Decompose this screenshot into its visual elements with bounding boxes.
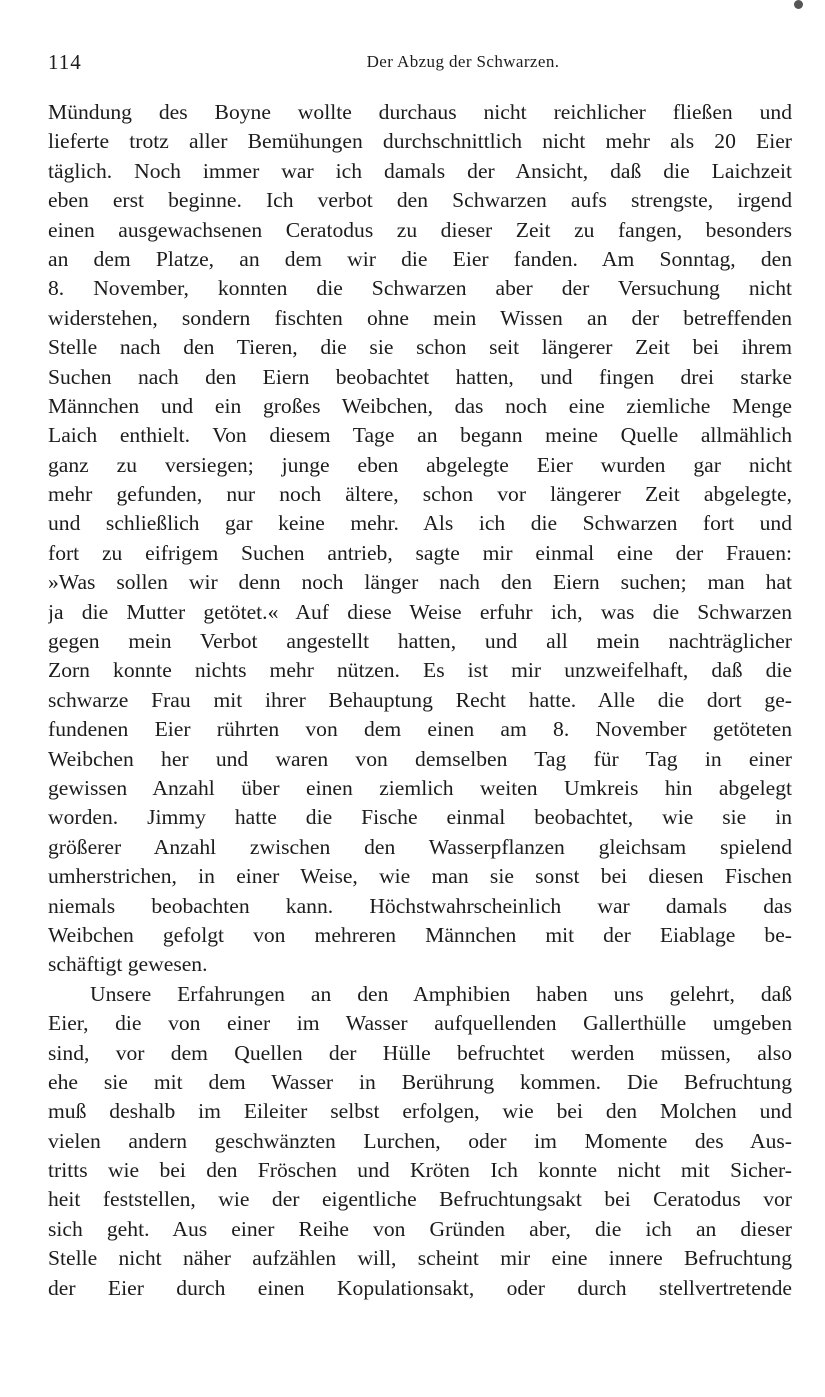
text-line: gegen mein Verbot angestellt hatten, und all mein nachträglicher <box>48 629 792 654</box>
text-line: ganz zu versiegen; junge eben abgelegte Eier wurden gar nicht <box>48 452 792 477</box>
paragraph-2 <box>48 980 792 1303</box>
text-line: eben erst beginne. Ich verbot den Schwarzen aufs strengste, irgend <box>48 188 792 213</box>
running-head: Der Abzug der Schwarzen. <box>366 52 560 71</box>
text-line: schäftigt gewesen. <box>48 952 208 977</box>
page-header <box>48 50 792 78</box>
text-line: lieferte trotz aller Bemühungen durchschnittlich nicht mehr als 20 Eier <box>48 129 792 154</box>
text-line: vielen andern geschwänzten Lurchen, oder im Momente des Aus- <box>48 1128 792 1153</box>
ink-speck <box>794 0 803 9</box>
text-line: und schließlich gar keine mehr. Als ich die Schwarzen fort und <box>48 511 792 536</box>
body-text <box>48 98 792 1303</box>
text-line: Unsere Erfahrungen an den Amphibien haben uns gelehrt, daß <box>90 981 792 1006</box>
page-number: 114 <box>48 50 82 74</box>
text-line: Stelle nach den Tieren, die sie schon seit längerer Zeit bei ihrem <box>48 335 792 360</box>
text-line: Zorn konnte nichts mehr nützen. Es ist mir unzweifelhaft, daß die <box>48 658 792 683</box>
text-line: sind, vor dem Quellen der Hülle befruchtet werden müssen, also <box>48 1040 792 1065</box>
text-line: einen ausgewachsenen Ceratodus zu dieser Zeit zu fangen, besonders <box>48 217 792 242</box>
paragraph-1 <box>48 98 792 980</box>
text-line: Suchen nach den Eiern beobachtet hatten, und fingen drei starke <box>48 364 792 389</box>
text-line: Männchen und ein großes Weibchen, das noch eine ziemliche Menge <box>48 393 792 418</box>
text-line: Eier, die von einer im Wasser aufquellenden Gallerthülle umgeben <box>48 1011 792 1036</box>
text-line: worden. Jimmy hatte die Fische einmal beobachtet, wie sie in <box>48 805 792 830</box>
text-line: Laich enthielt. Von diesem Tage an begann meine Quelle allmählich <box>48 423 792 448</box>
text-line: muß deshalb im Eileiter selbst erfolgen, wie bei den Molchen und <box>48 1099 792 1124</box>
text-line: widerstehen, sondern fischten ohne mein Wissen an der betreffenden <box>48 305 792 330</box>
text-line: umherstrichen, in einer Weise, wie man sie sonst bei diesen Fischen <box>48 864 792 889</box>
text-line: tritts wie bei den Fröschen und Kröten Ich konnte nicht mit Sicher- <box>48 1158 792 1183</box>
text-line: fundenen Eier rührten von dem einen am 8. November getöteten <box>48 717 792 742</box>
text-line: Weibchen gefolgt von mehreren Männchen mit der Eiablage be- <box>48 922 792 947</box>
text-line: Weibchen her und waren von demselben Tag für Tag in einer <box>48 746 792 771</box>
text-line: schwarze Frau mit ihrer Behauptung Recht hatte. Alle die dort ge- <box>48 687 792 712</box>
text-line: gewissen Anzahl über einen ziemlich weiten Umkreis hin abgelegt <box>48 775 792 800</box>
text-line: der Eier durch einen Kopulationsakt, oder durch stellvertretende <box>48 1275 792 1300</box>
text-line: an dem Platze, an dem wir die Eier fanden. Am Sonntag, den <box>48 246 792 271</box>
text-line: fort zu eifrigem Suchen antrieb, sagte mir einmal eine der Frauen: <box>48 540 792 565</box>
text-line: Mündung des Boyne wollte durchaus nicht reichlicher fließen und <box>48 100 792 124</box>
text-line: 8. November, konnten die Schwarzen aber der Versuchung nicht <box>48 276 792 301</box>
text-line: sich geht. Aus einer Reihe von Gründen aber, die ich an dieser <box>48 1216 792 1241</box>
text-line: ja die Mutter getötet.« Auf diese Weise erfuhr ich, was die Schwarzen <box>48 599 792 624</box>
text-line: täglich. Noch immer war ich damals der Ansicht, daß die Laichzeit <box>48 158 792 183</box>
text-line: Stelle nicht näher aufzählen will, scheint mir eine innere Befruchtung <box>48 1246 792 1271</box>
text-line: »Was sollen wir denn noch länger nach den Eiern suchen; man hat <box>48 570 792 595</box>
text-line: heit feststellen, wie der eigentliche Befruchtungsakt bei Ceratodus vor <box>48 1187 792 1212</box>
text-line: mehr gefunden, nur noch ältere, schon vor längerer Zeit abgelegte, <box>48 482 792 507</box>
text-line: größerer Anzahl zwischen den Wasserpflanzen gleichsam spielend <box>48 834 792 859</box>
text-line: ehe sie mit dem Wasser in Berührung kommen. Die Befruchtung <box>48 1069 792 1094</box>
text-line: niemals beobachten kann. Höchstwahrscheinlich war damals das <box>48 893 792 918</box>
